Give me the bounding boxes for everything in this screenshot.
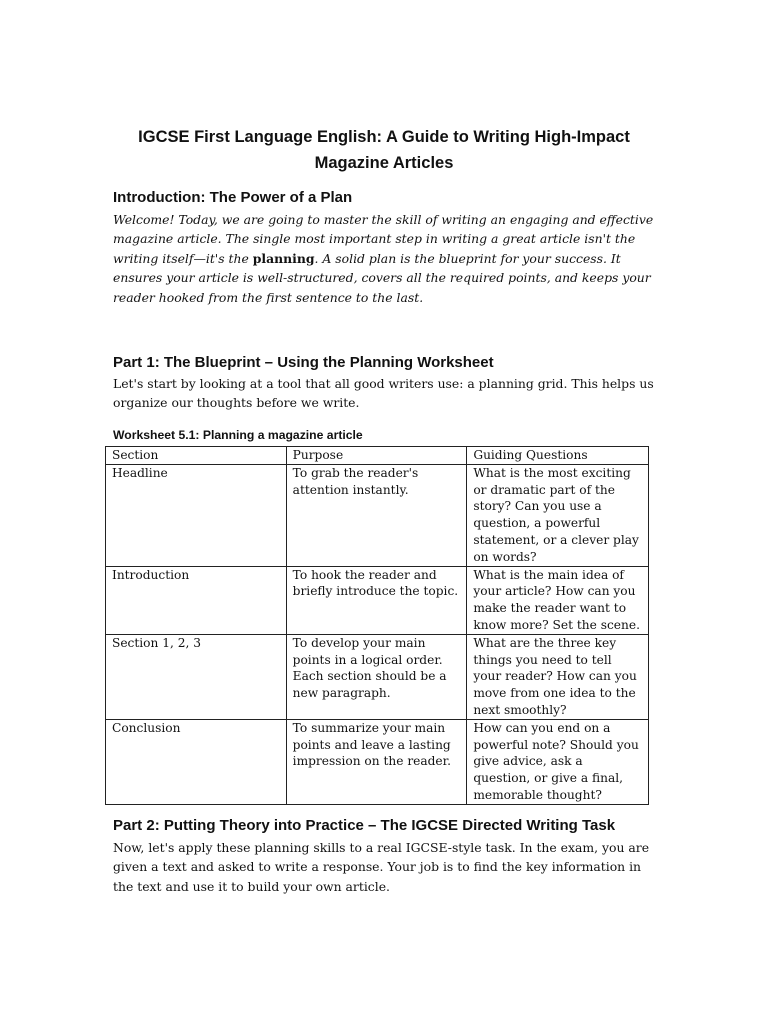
planning-table — [105, 446, 649, 805]
part1-paragraph: Let's start by looking at a tool that all good writers use: a planning grid. This helps us organize our thoughts before we write. — [113, 376, 654, 411]
table-cell-section: Headline — [106, 464, 287, 566]
header-guiding-questions: Guiding Questions — [467, 447, 649, 465]
table-cell-questions: What is the main idea of your article? How can you make the reader want to know more? Set the scene. — [467, 566, 649, 634]
worksheet-label: Worksheet 5.1: Planning a magazine article — [113, 428, 363, 442]
table-cell-questions: What is the most exciting or dramatic part of the story? Can you use a question, a powerful statement, or a clever play on words? — [467, 464, 649, 566]
table-cell-purpose: To develop your main points in a logical order. Each section should be a new paragraph. — [286, 634, 467, 719]
table-cell-section: Conclusion — [106, 719, 287, 804]
part1-heading: Part 1: The Blueprint – Using the Planning Worksheet — [113, 354, 494, 371]
header-section: Section — [106, 447, 287, 465]
header-purpose: Purpose — [286, 447, 467, 465]
table-row — [106, 566, 649, 634]
table-cell-purpose: To hook the reader and briefly introduce the topic. — [286, 566, 467, 634]
table-cell-purpose: To summarize your main points and leave a lasting impression on the reader. — [286, 719, 467, 804]
table-cell-questions: How can you end on a powerful note? Should you give advice, ask a question, or give a final, memorable thought? — [467, 719, 649, 804]
table-row — [106, 634, 649, 719]
page-title: IGCSE First Language English: A Guide to Writing High-Impact Magazine Articles — [138, 128, 630, 172]
planning-keyword: planning — [252, 250, 315, 266]
introduction-paragraph — [113, 210, 658, 307]
introduction-heading: Introduction: The Power of a Plan — [113, 189, 353, 206]
introduction-text-end: . A solid plan is the blueprint for your success. It ensures your article is well-structured, covers all the required points, and keeps your reader hooked from the first sentence to the last. — [113, 250, 651, 305]
table-cell-purpose: To grab the reader's attention instantly. — [286, 464, 467, 566]
part2-heading: Part 2: Putting Theory into Practice – The IGCSE Directed Writing Task — [113, 817, 616, 834]
table-row — [106, 464, 649, 566]
table-cell-section: Introduction — [106, 566, 287, 634]
table-row — [106, 719, 649, 804]
part2-paragraph: Now, let's apply these planning skills to a real IGCSE-style task. In the exam, you are given a text and asked to write a response. Your job is to find the key information in the text and use it to build your own article. — [113, 840, 650, 894]
table-cell-section: Section 1, 2, 3 — [106, 634, 287, 719]
table-cell-questions: What are the three key things you need to tell your reader? How can you move from one idea to the next smoothly? — [467, 634, 649, 719]
introduction-text-start: Welcome! Today, we are going to master the skill of writing an engaging and effective magazine article. The single most important step in writing a great article isn't the writing itself—it's the — [113, 212, 654, 266]
table-header-row — [106, 447, 649, 465]
